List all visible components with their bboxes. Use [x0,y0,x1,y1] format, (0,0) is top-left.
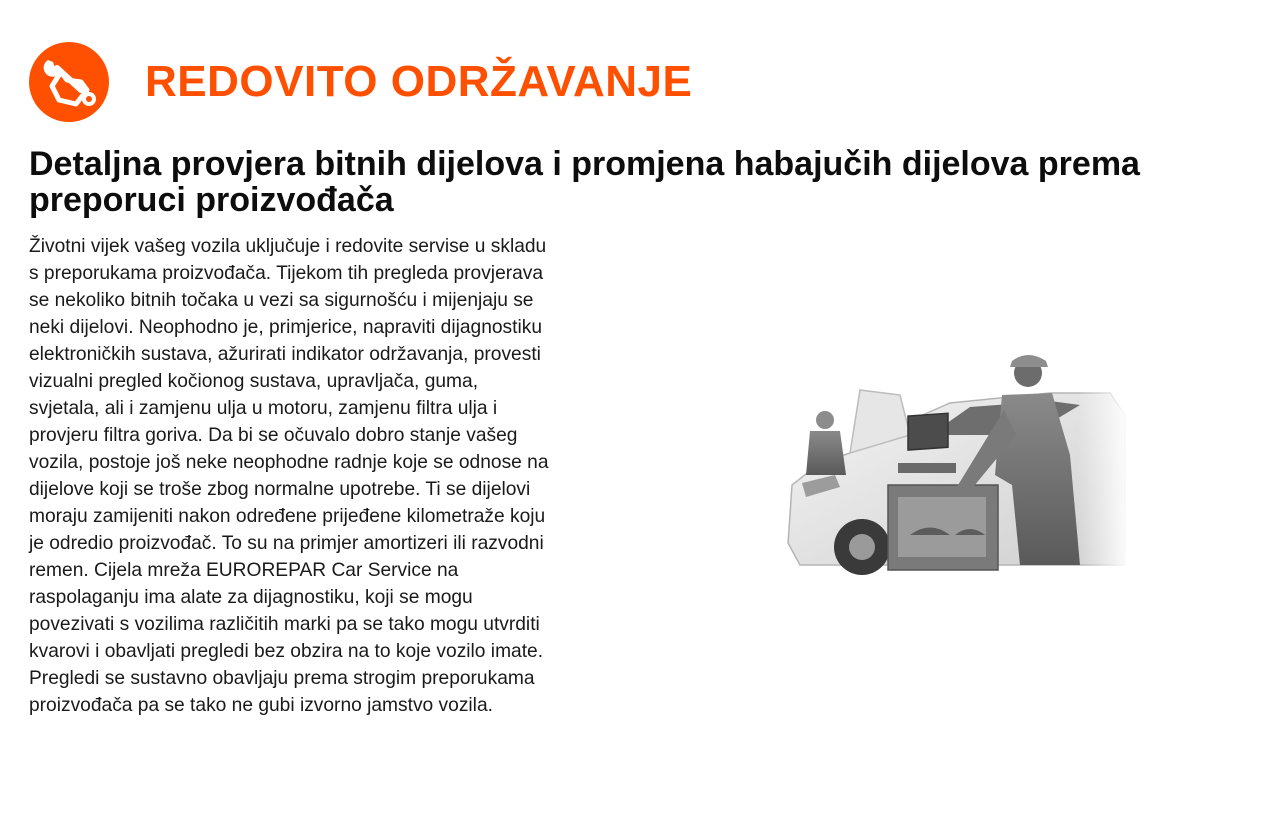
article-body: Životni vijek vašeg vozila uključuje i redovite servise u skladu s preporukama proizvođača. Tijekom tih pregleda provjerava se nekoliko bitnih točaka u vezi sa sigurnošću i mijenjaju se neki dijelovi. Neophodno je, primjerice, napraviti dijagnostiku elektroničkih sustava, ažurirati indikator održavanja, provesti vizualni pregled kočionog sustava, upravljača, guma, svjetala, ali i zamjenu ulja u motoru, zamjenu filtra ulja i provjeru filtra goriva. Da bi se očuvalo dobro stanje vašeg vozila, postoje još neke neophodne radnje koje se odnose na dijelove koji se troše zbog normalne upotrebe. Ti se dijelovi moraju zamijeniti nakon određene prijeđene kilometraže koju je odredio proizvođač. To su na primjer amortizeri ili razvodni remen. Cijela mreža EUROREPAR Car Service na raspolaganju ima alate za dijagnostiku, koji se mogu povezivati s vozilima različitih marki pa se tako mogu utvrditi kvarovi i obavljati pregledi bez obzira na to koje vozilo imate. Pregledi se sustavno obavljaju prema strogim preporukama proizvođača pa se tako ne gubi izvorno jamstvo vozila. [29,236,549,716]
article-heading: Detaljna provjera bitnih dijelova i promjena habajučih dijelova prema preporuci proizvođača [29,145,1140,219]
mechanics-servicing-car-photo [780,285,1130,575]
section-title: REDOVITO ODRŽAVANJE [145,57,693,106]
section-header [29,42,692,122]
wrench-hand-icon [29,42,109,122]
